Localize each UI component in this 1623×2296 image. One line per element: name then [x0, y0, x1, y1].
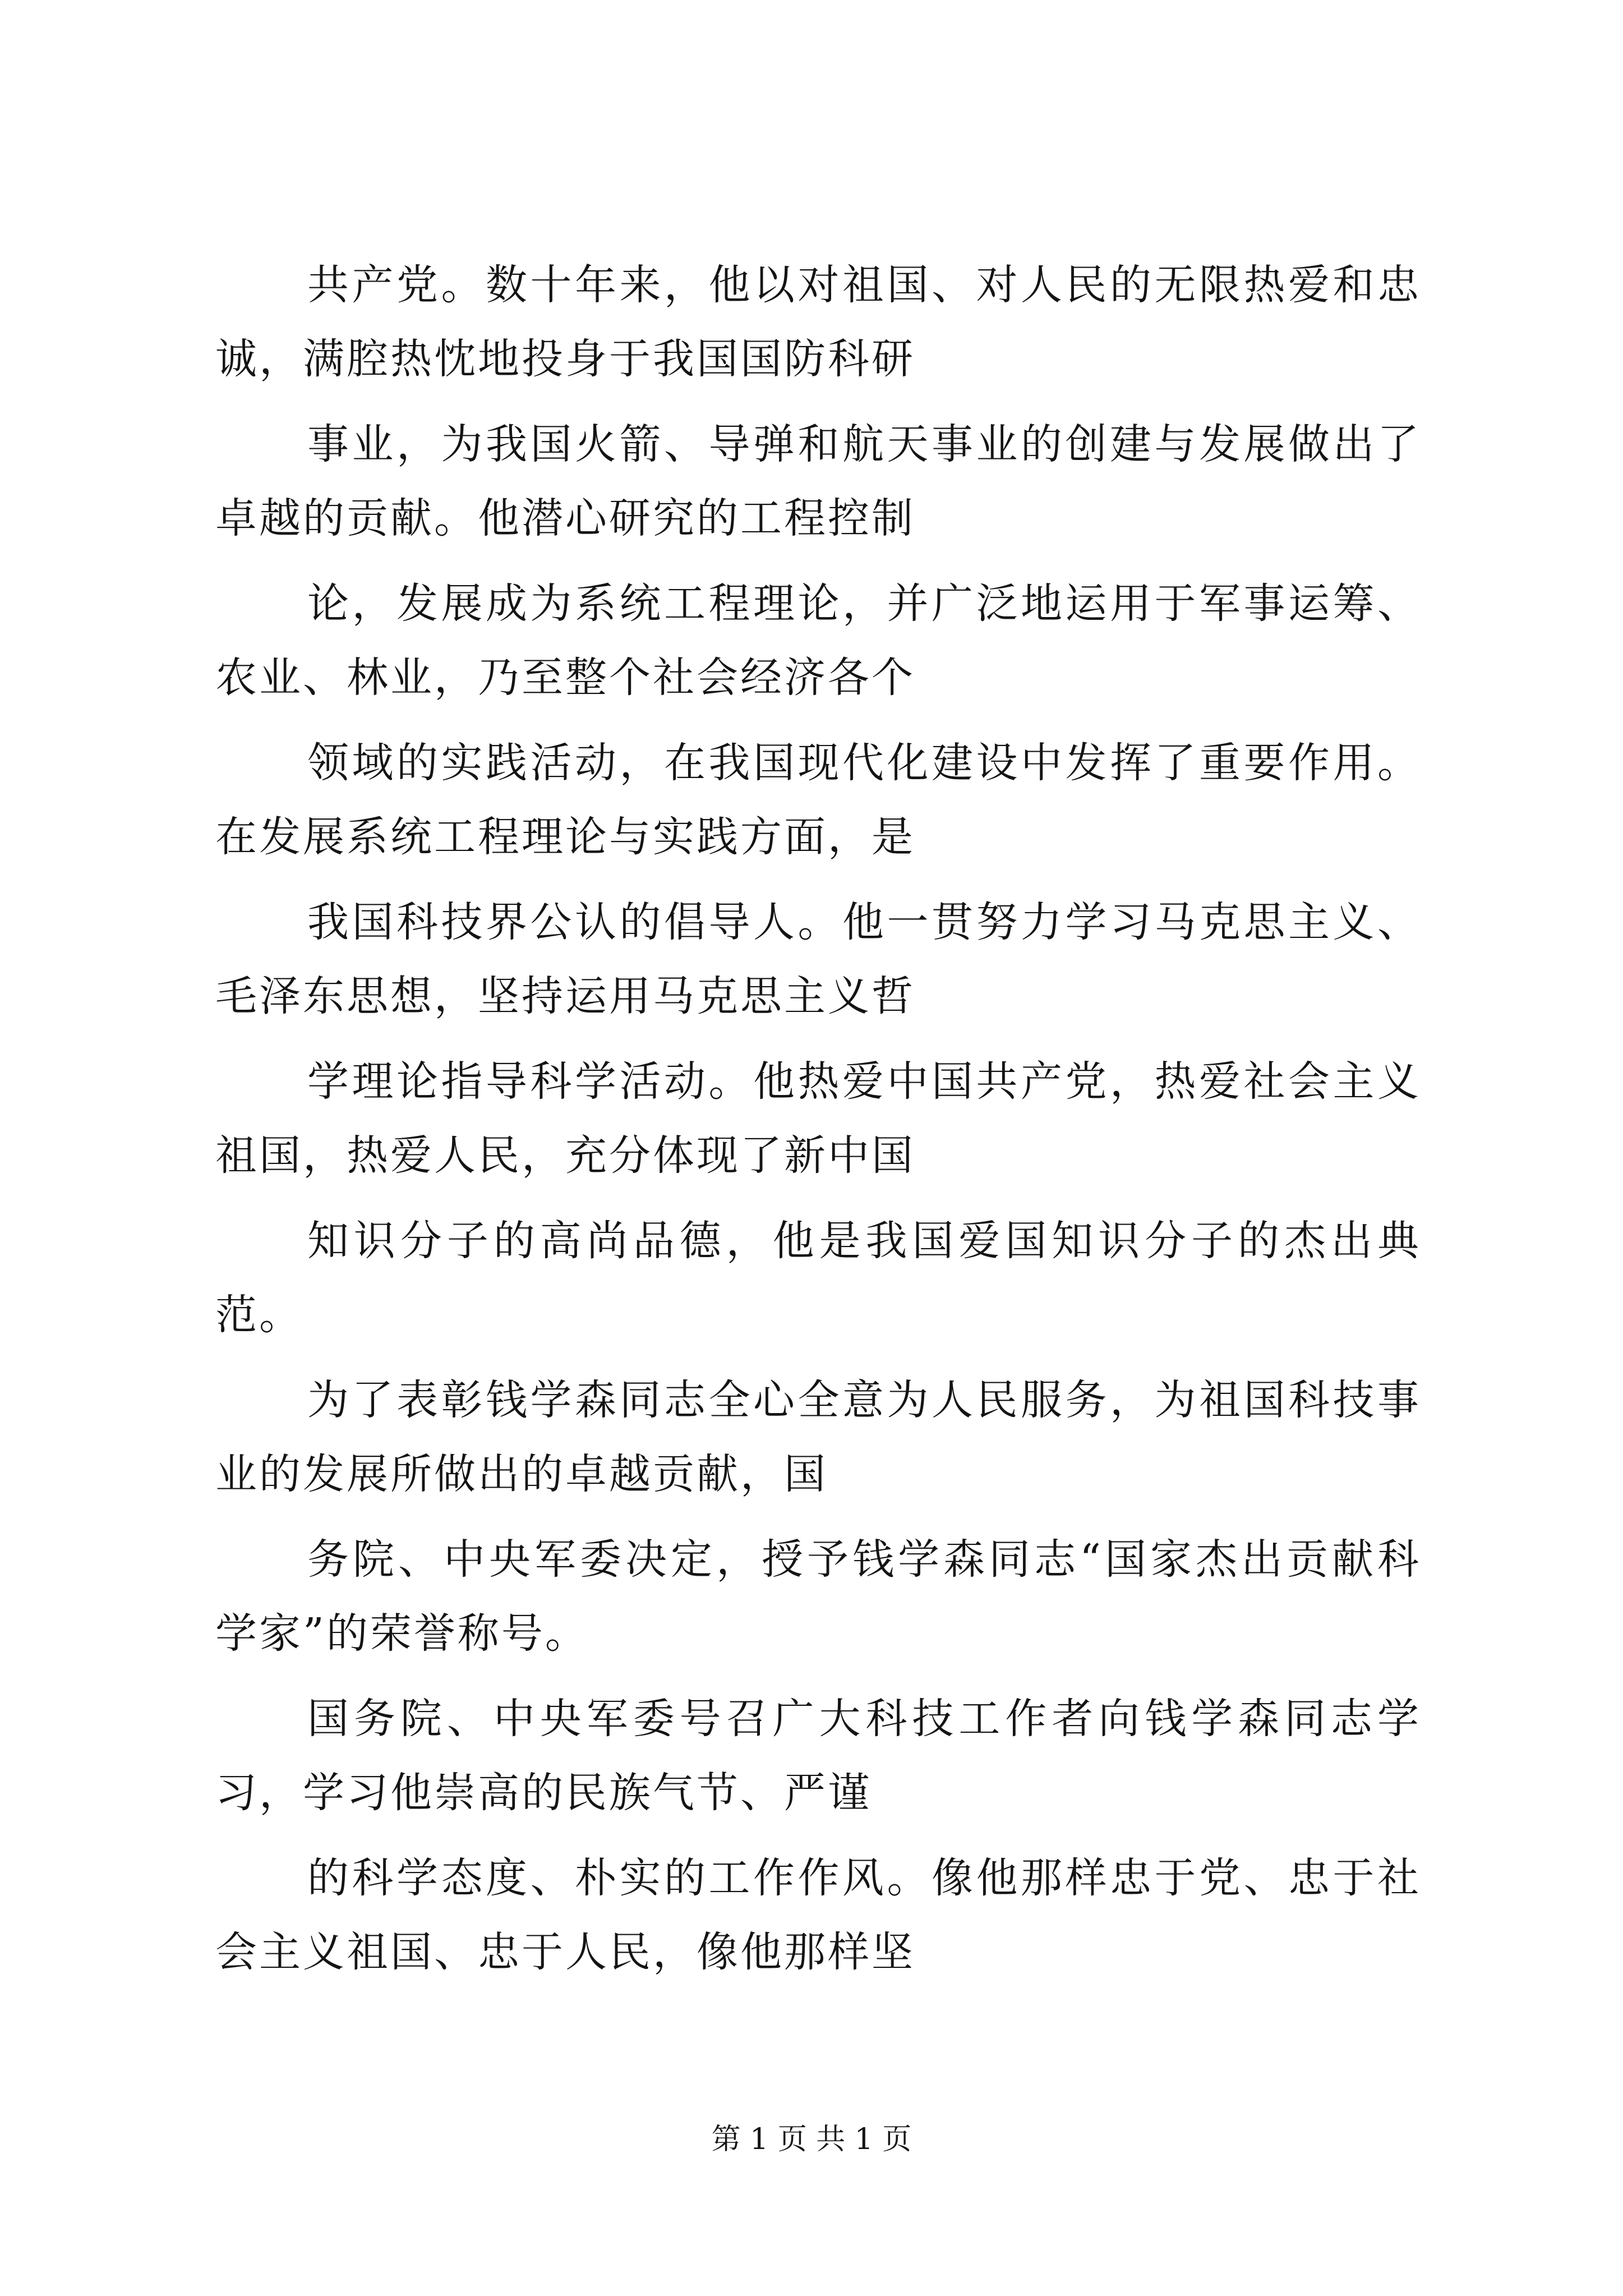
paragraph: 的科学态度、朴实的工作作风。像他那样忠于党、忠于社会主义祖国、忠于人民，像他那样坚	[215, 1854, 1421, 1976]
paragraph: 论，发展成为系统工程理论，并广泛地运用于军事运筹、农业、林业，乃至整个社会经济各个	[215, 579, 1421, 702]
paragraph: 我国科技界公认的倡导人。他一贯努力学习马克思主义、毛泽东思想，坚持运用马克思主义哲	[215, 898, 1421, 1020]
paragraph: 学理论指导科学活动。他热爱中国共产党，热爱社会主义祖国，热爱人民，充分体现了新中国	[215, 1057, 1421, 1180]
paragraph: 务院、中央军委决定，授予钱学森同志“国家杰出贡献科学家”的荣誉称号。	[215, 1535, 1421, 1658]
page-footer: 第 1 页 共 1 页	[711, 2123, 912, 2156]
paragraph: 知识分子的高尚品德，他是我国爱国知识分子的杰出典范。	[215, 1217, 1421, 1339]
paragraph: 事业，为我国火箭、导弹和航天事业的创建与发展做出了卓越的贡献。他潜心研究的工程控制	[215, 420, 1421, 542]
paragraph: 领域的实践活动，在我国现代化建设中发挥了重要作用。在发展系统工程理论与实践方面，是	[215, 739, 1421, 861]
document-body	[215, 248, 1421, 2000]
paragraph: 国务院、中央军委号召广大科技工作者向钱学森同志学习，学习他崇高的民族气节、严谨	[215, 1695, 1421, 1817]
paragraph: 共产党。数十年来，他以对祖国、对人民的无限热爱和忠诚，满腔热忱地投身于我国国防科研	[215, 261, 1421, 383]
paragraph: 为了表彰钱学森同志全心全意为人民服务，为祖国科技事业的发展所做出的卓越贡献，国	[215, 1376, 1421, 1498]
